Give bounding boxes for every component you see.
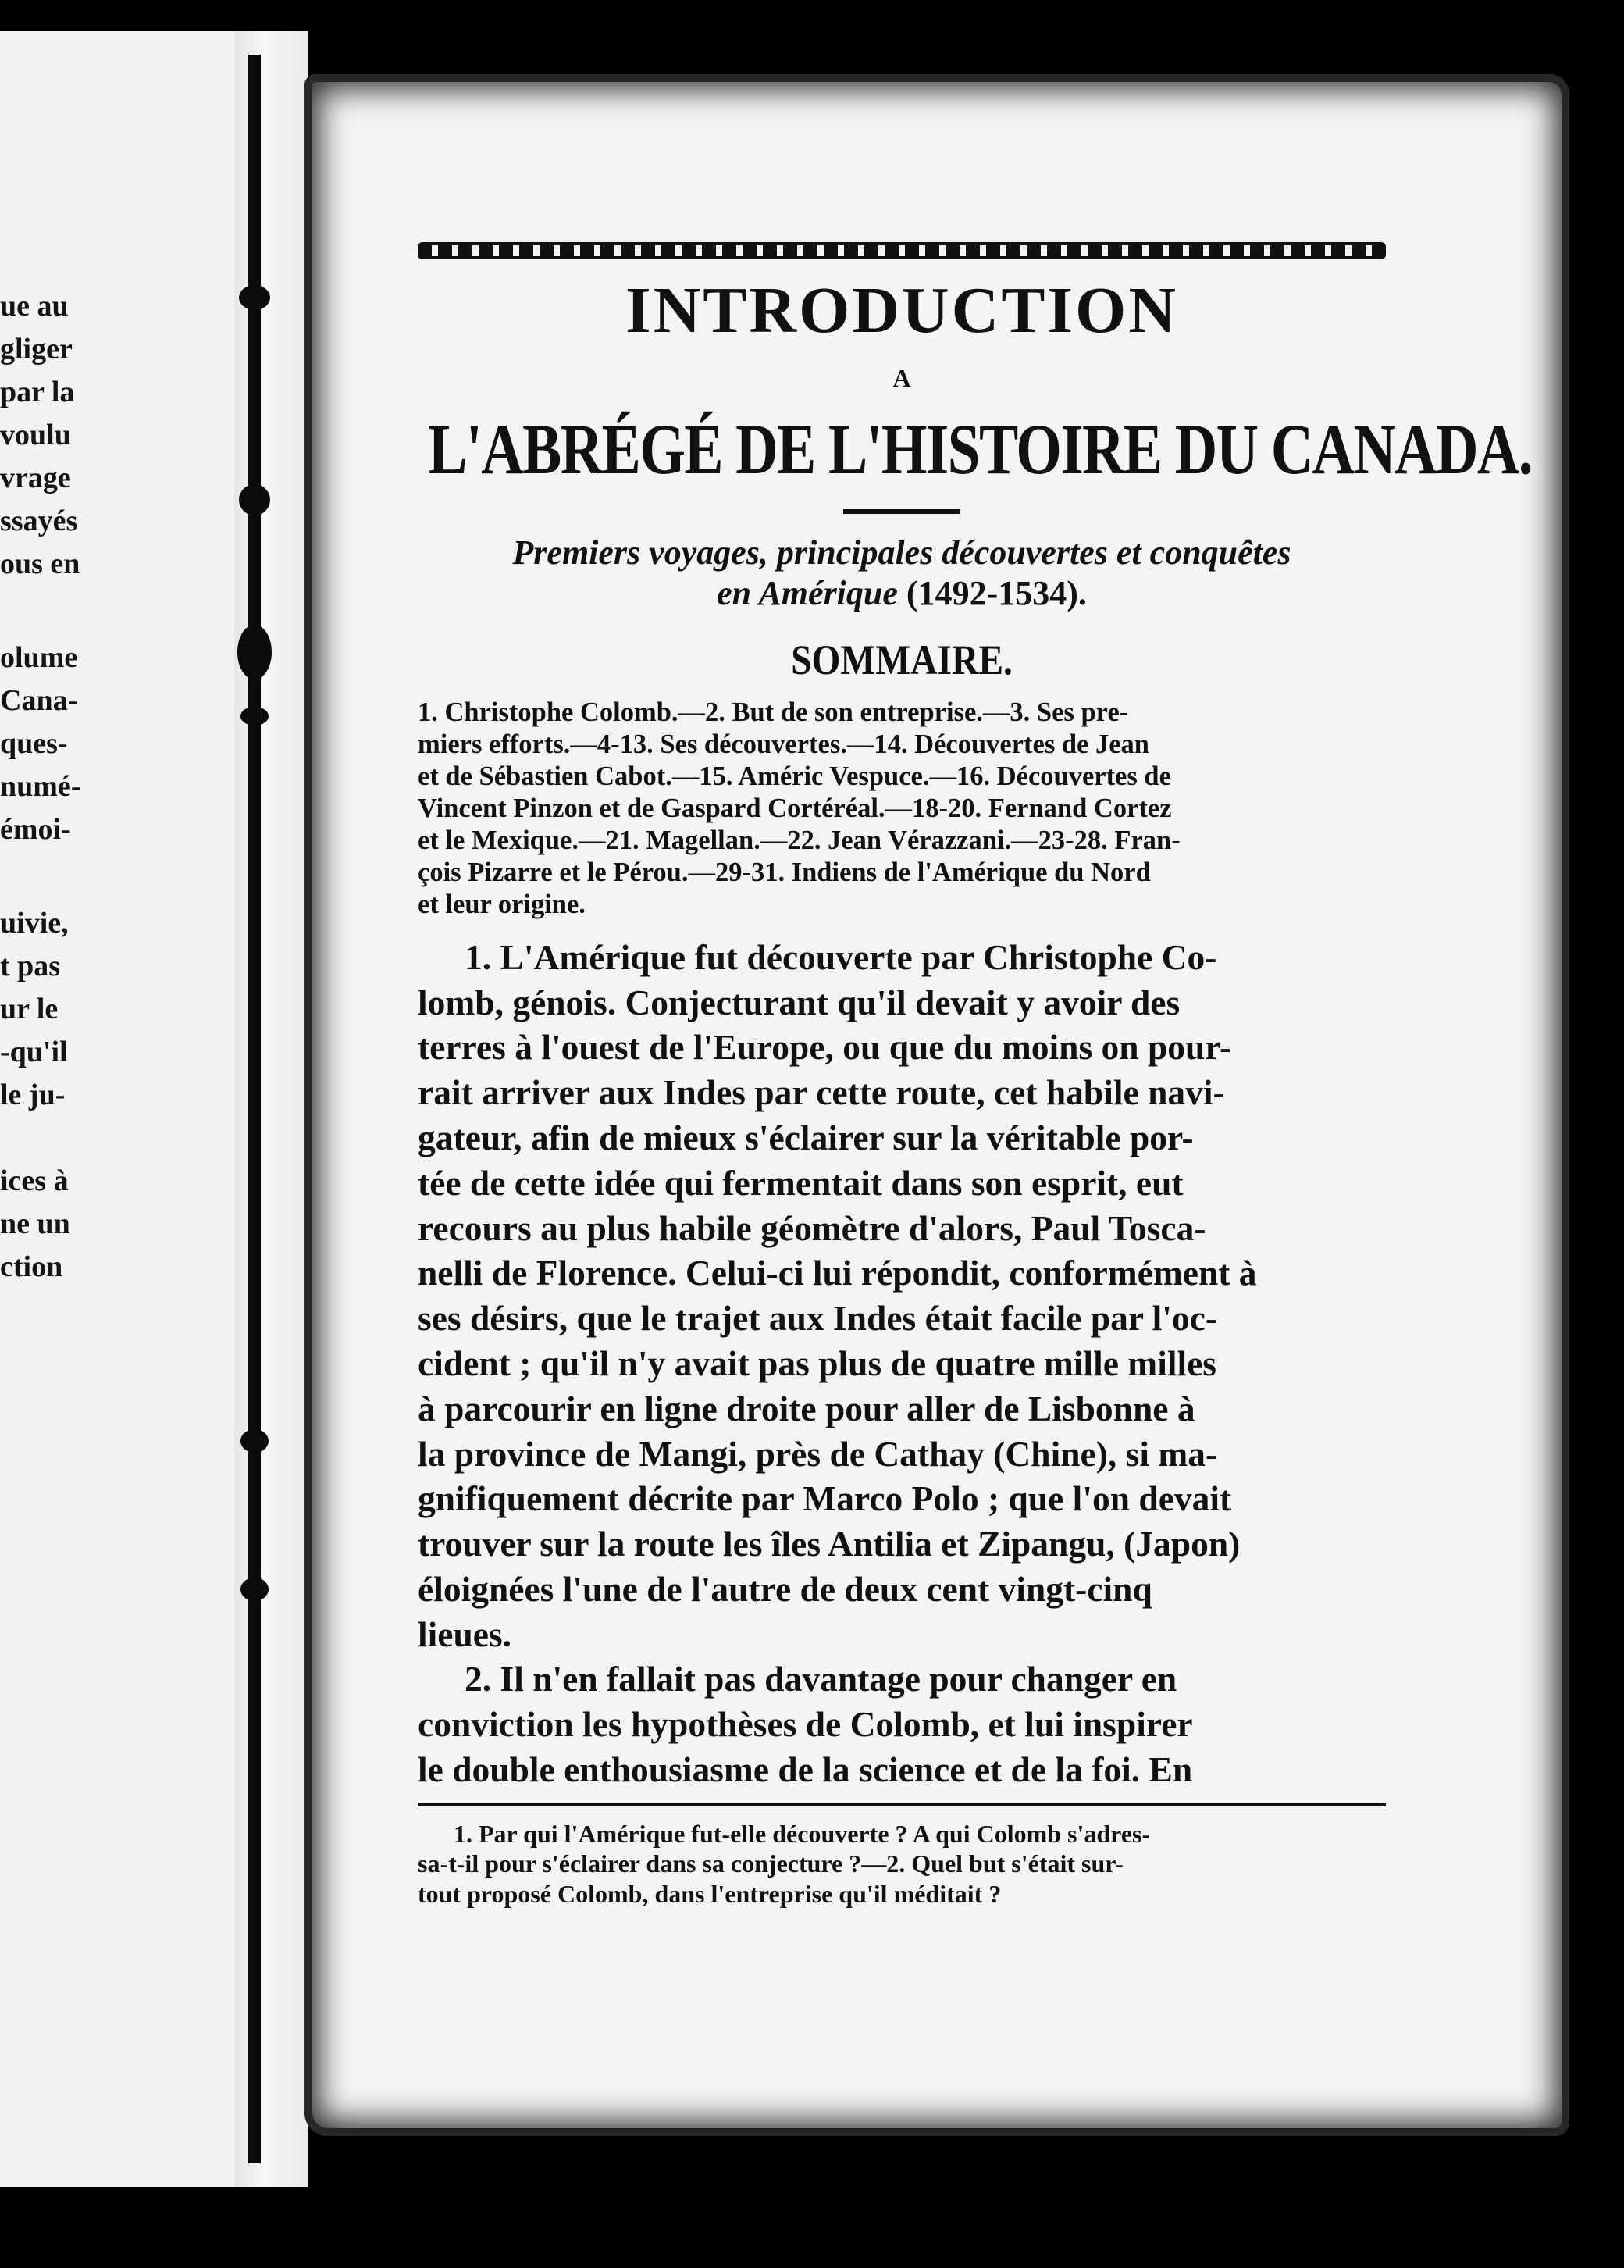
footnote: [418, 1819, 1386, 1910]
paragraph-line: la province de Mangi, près de Cathay (Chine), si ma-: [418, 1433, 1218, 1474]
left-text-fragment: ction: [0, 1250, 63, 1283]
paragraph-line: nelli de Florence. Celui-ci lui répondit, conformément à: [418, 1253, 1257, 1293]
footnote-line: sa-t-il pour s'éclairer dans sa conjecture ?—2. Quel but s'était sur-: [418, 1849, 1124, 1878]
paragraph-line: à parcourir en ligne droite pour aller de Lisbonne à: [418, 1388, 1195, 1428]
binding-knot: [240, 1429, 269, 1453]
main-title: L'ABRÉGÉ DE L'HISTOIRE DU CANADA.: [428, 409, 1532, 490]
subtitle: [410, 533, 1394, 614]
subtitle-line: [410, 573, 1394, 614]
binding-knot: [239, 484, 270, 515]
paragraph-line: lieues.: [418, 1614, 512, 1654]
page-content: [418, 242, 1532, 1910]
paragraph-line: trouver sur la route les îles Antilia et Zipangu, (Japon): [418, 1524, 1241, 1564]
left-text-fragment: par la: [0, 376, 75, 408]
left-text-fragment: ous en: [0, 547, 80, 580]
binding-knot: [240, 1578, 269, 1601]
left-text-fragment: ne un: [0, 1207, 70, 1240]
summary-heading: SOMMAIRE.: [791, 636, 1013, 683]
paragraph-line: éloignées l'une de l'autre de deux cent vingt-cinq: [418, 1568, 1152, 1609]
left-page-fragment: [0, 31, 234, 2187]
left-text-fragment: gliger: [0, 333, 73, 366]
paragraph-line: recours au plus habile géomètre d'alors, Paul Tosca-: [418, 1207, 1206, 1248]
binding-gutter: [234, 31, 308, 2187]
left-text-fragment: uivie,: [0, 907, 69, 940]
summary-line: çois Pizarre et le Pérou.—29-31. Indiens de l'Amérique du Nord: [418, 857, 1151, 887]
binding-knot: [240, 707, 269, 726]
left-text-fragment: vrage: [0, 462, 71, 494]
summary-line: et de Sébastien Cabot.—15. Améric Vespuce.—16. Découvertes de: [418, 761, 1171, 791]
left-text-fragment: émoi-: [0, 813, 71, 846]
binding-knot: [237, 625, 272, 679]
main-page: [304, 74, 1569, 2136]
subtitle-dates: (1492-1534).: [906, 573, 1087, 612]
summary-line: et leur origine.: [418, 889, 586, 919]
summary-line: miers efforts.—4-13. Ses découvertes.—14. Découvertes de Jean: [418, 729, 1149, 759]
paragraph-line: le double enthousiasme de la science et de la foi. En: [418, 1749, 1193, 1789]
paragraph-line: rait arriver aux Indes par cette route, cet habile navi-: [418, 1072, 1225, 1113]
left-text-fragment: -qu'il: [0, 1036, 68, 1068]
left-text-fragment: le ju-: [0, 1079, 66, 1111]
left-text-fragment: ue au: [0, 290, 69, 323]
binding-knot: [239, 285, 270, 310]
paragraph-2: [418, 1656, 1386, 1792]
paragraph-line: tée de cette idée qui fermentait dans son esprit, eut: [418, 1162, 1184, 1203]
left-text-fragment: olume: [0, 641, 78, 674]
ornamental-rule: [418, 242, 1386, 259]
paragraph-line: ses désirs, que le trajet aux Indes était facile par l'oc-: [418, 1298, 1218, 1339]
left-text-fragment: voulu: [0, 419, 71, 451]
left-text-fragment: numé-: [0, 770, 81, 803]
left-text-fragment: Cana-: [0, 684, 78, 717]
paragraph-line: lomb, génois. Conjecturant qu'il devait y avoir des: [418, 982, 1181, 1022]
page-title: INTRODUCTION: [625, 274, 1179, 347]
paragraph-line: 1. L'Amérique fut découverte par Christophe Co-: [465, 936, 1217, 977]
summary-line: Vincent Pinzon et de Gaspard Cortéréal.—18-20. Fernand Cortez: [418, 793, 1172, 823]
subtitle-line: Premiers voyages, principales découvertes et conquêtes: [512, 533, 1291, 572]
paragraph-line: terres à l'ouest de l'Europe, ou que du moins on pour-: [418, 1027, 1231, 1068]
paragraph-line: cident ; qu'il n'y avait pas plus de quatre mille milles: [418, 1343, 1217, 1383]
paragraph-1: [418, 935, 1386, 1657]
footnote-line: 1. Par qui l'Amérique fut-elle découverte ? A qui Colomb s'adres-: [454, 1819, 1151, 1848]
left-text-fragment: t pas: [0, 950, 61, 982]
paragraph-line: conviction les hypothèses de Colomb, et lui inspirer: [418, 1704, 1193, 1745]
subtitle-place: en Amérique: [717, 573, 898, 612]
summary-list: [418, 697, 1386, 921]
left-text-fragment: ur le: [0, 993, 59, 1025]
paragraph-line: gateur, afin de mieux s'éclairer sur la véritable por-: [418, 1118, 1194, 1158]
left-text-fragment: ices à: [0, 1164, 69, 1197]
summary-line: 1. Christophe Colomb.—2. But de son entreprise.—3. Ses pre-: [418, 697, 1129, 727]
title-connector: A: [892, 364, 911, 393]
binding-spine: [248, 55, 261, 2163]
paragraph-line: gnifiquement décrite par Marco Polo ; que l'on devait: [418, 1478, 1232, 1519]
left-text-fragment: ques-: [0, 727, 68, 760]
footnote-divider: [418, 1803, 1386, 1806]
summary-line: et le Mexique.—21. Magellan.—22. Jean Vérazzani.—23-28. Fran-: [418, 825, 1181, 855]
title-divider: [843, 509, 960, 514]
footnote-line: tout proposé Colomb, dans l'entreprise qu'il méditait ?: [418, 1880, 1002, 1909]
left-text-fragment: ssayés: [0, 505, 78, 537]
paragraph-line: 2. Il n'en fallait pas davantage pour changer en: [465, 1659, 1177, 1699]
